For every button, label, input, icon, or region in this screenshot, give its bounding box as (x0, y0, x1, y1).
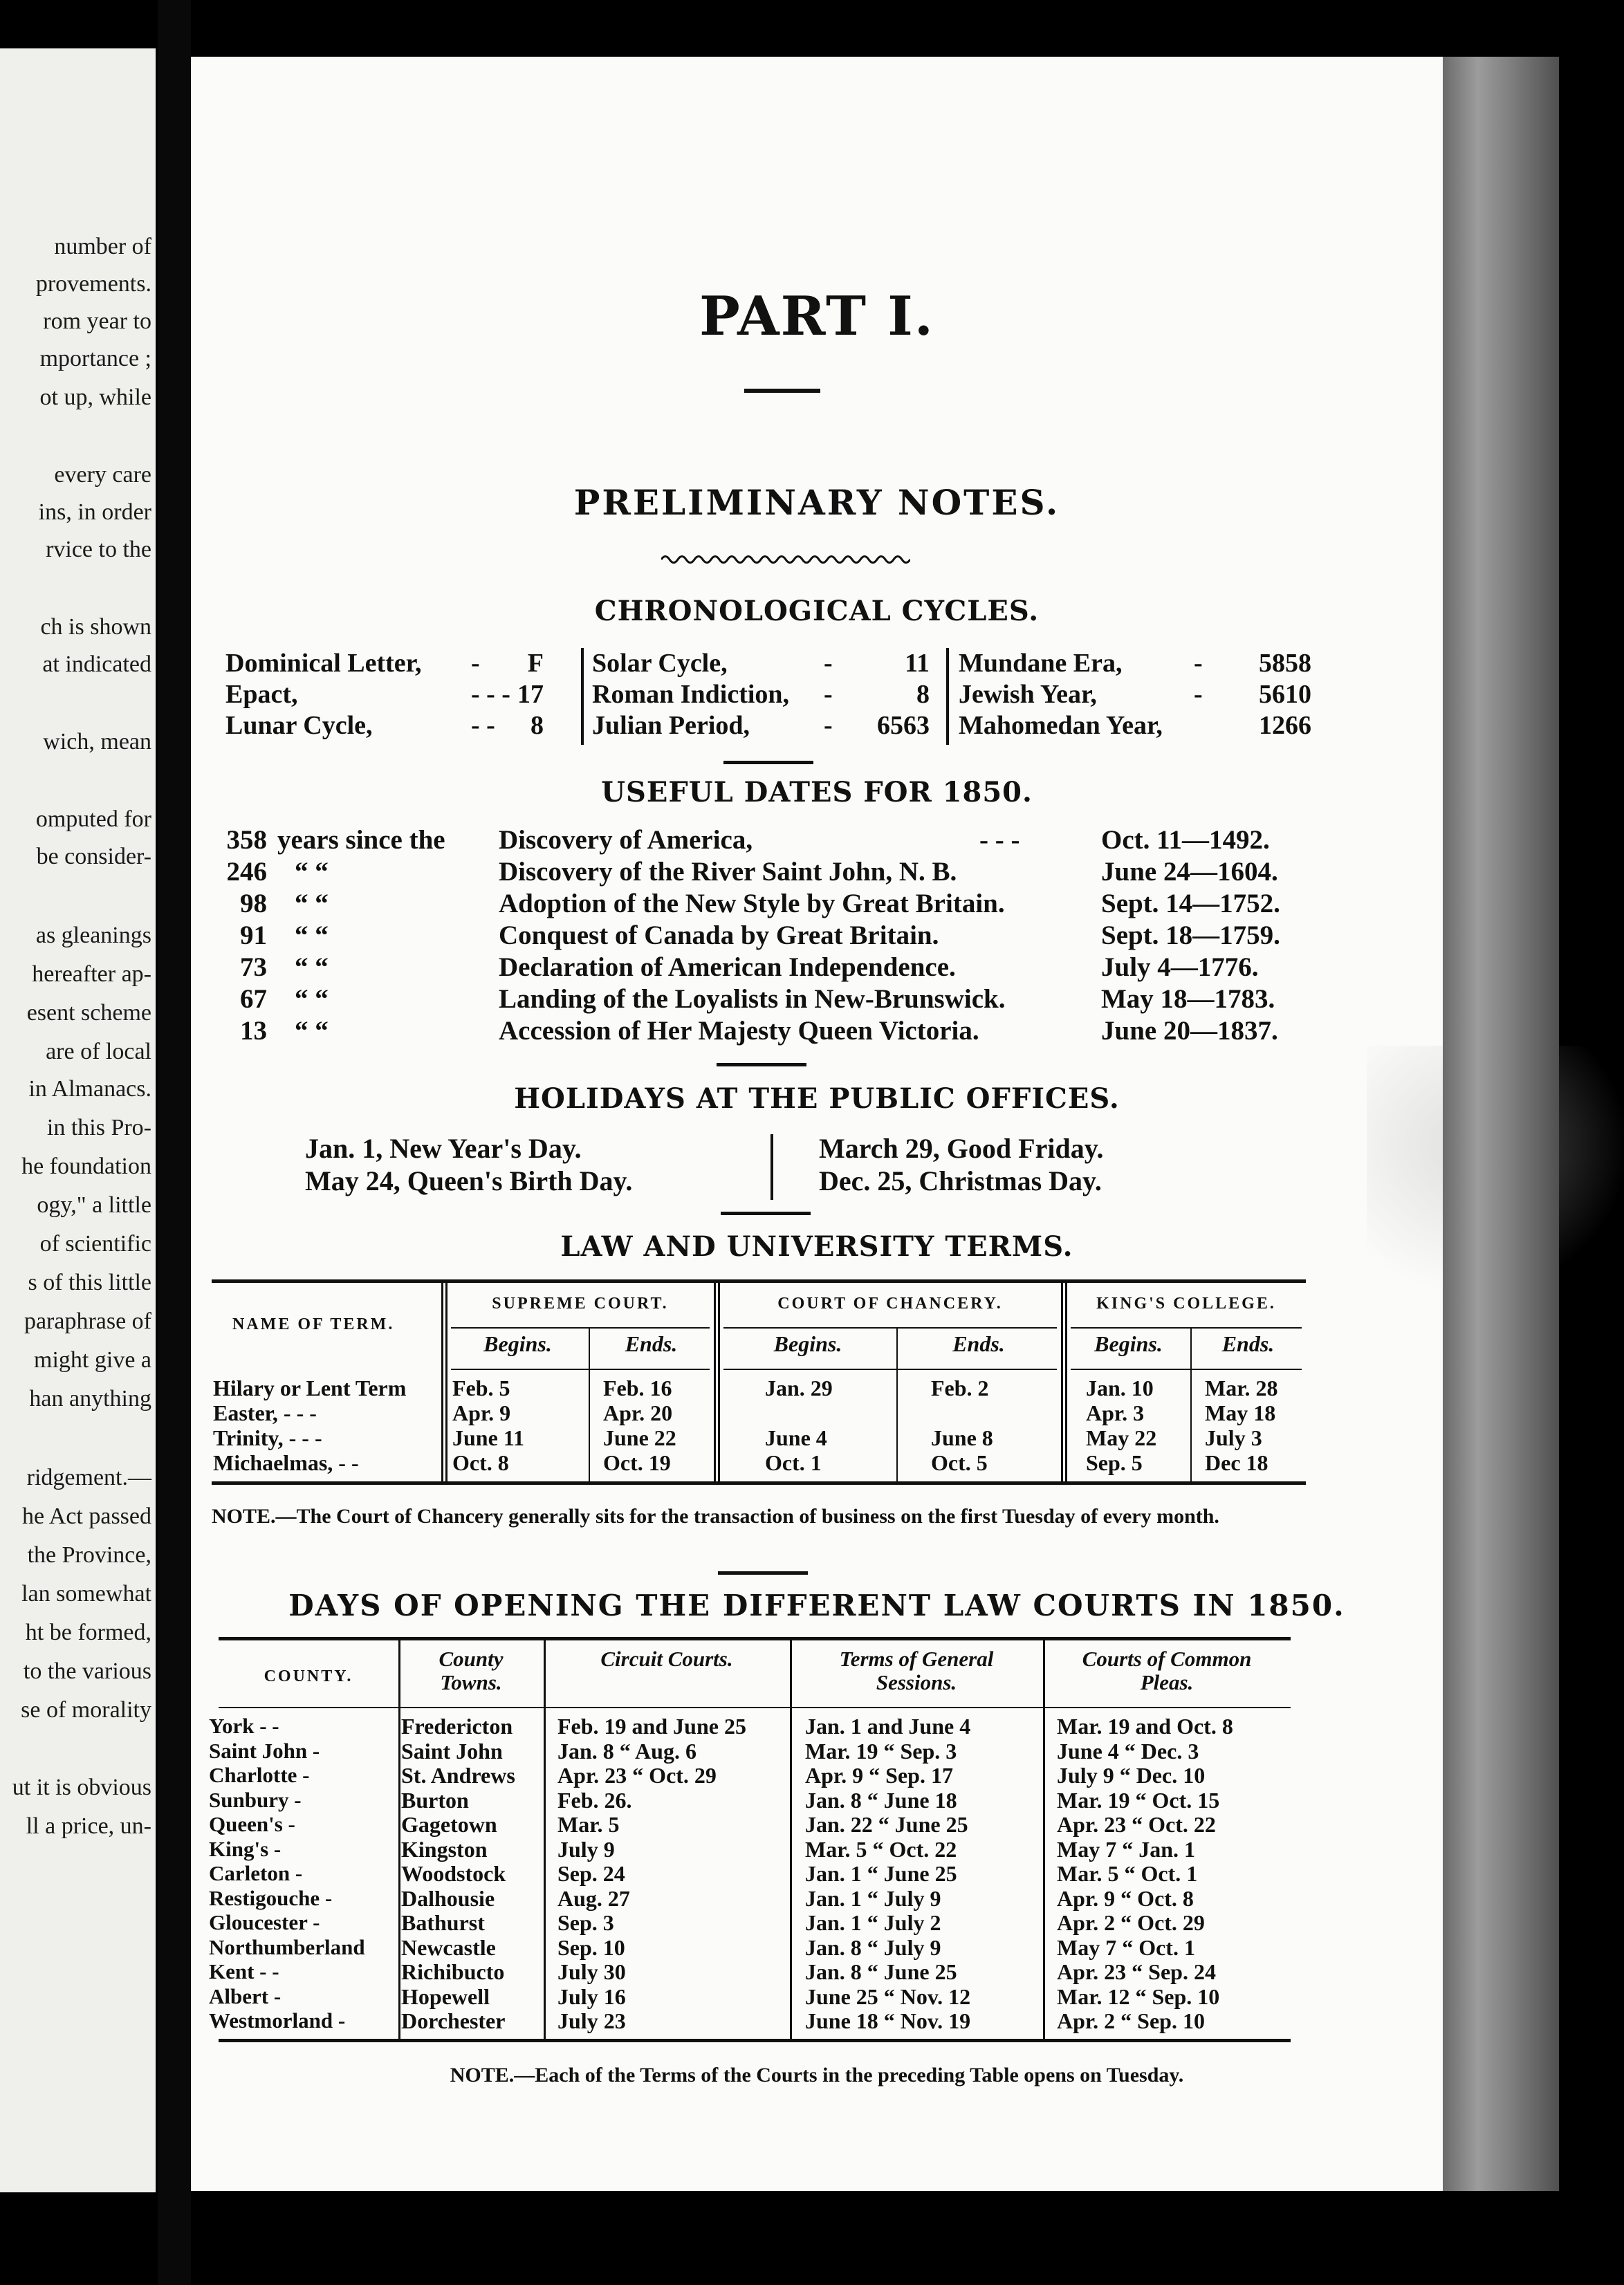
ends-header: Ends. (1221, 1331, 1275, 1356)
term-date: Oct. 5 (931, 1450, 988, 1475)
court-date: St. Andrews (401, 1763, 515, 1788)
left-page-line: esent scheme (26, 1000, 151, 1026)
term-date: July 3 (1205, 1425, 1262, 1450)
holiday-right-1: March 29, Good Friday. (819, 1133, 1104, 1164)
term-date: Sep. 5 (1086, 1450, 1143, 1475)
table-rule (723, 1327, 1057, 1329)
begins-header: Begins. (483, 1331, 552, 1356)
table-divider (1043, 1637, 1045, 2039)
left-page-line: ll a price, un- (26, 1813, 151, 1839)
table-divider (714, 1279, 716, 1481)
cycle-dash: - - (471, 711, 495, 740)
left-page-line: at indicated (42, 651, 151, 677)
court-date: Jan. 1 “ July 2 (805, 1910, 941, 1935)
left-page-line: of scientific (39, 1231, 151, 1257)
court-date: Jan. 8 “ July 9 (805, 1934, 941, 1960)
preliminary-notes-heading: PRELIMINARY NOTES. (573, 482, 1060, 523)
date-event: Conquest of Canada by Great Britain. (499, 921, 939, 950)
date-since: years since the (277, 825, 445, 855)
court-date: Burton (401, 1787, 469, 1813)
wavy-ornament (661, 553, 910, 566)
term-date: June 11 (452, 1425, 525, 1450)
cycle-value: 8 (916, 680, 930, 709)
begins-header: Begins. (773, 1331, 842, 1356)
court-date: July 9 (557, 1836, 615, 1862)
divider-rule (721, 1212, 811, 1215)
court-date: Jan. 1 “ June 25 (805, 1861, 957, 1886)
cycle-label: Epact, (225, 680, 298, 709)
term-date: Oct. 8 (452, 1450, 509, 1475)
cycle-label: Roman Indiction, (592, 680, 790, 709)
left-page-line: ridgement.— (26, 1465, 151, 1490)
left-page-line: ogy," a little (37, 1192, 151, 1218)
court-date: Apr. 23 “ Oct. 29 (557, 1763, 717, 1788)
left-page-line: might give a (34, 1347, 151, 1373)
court-date: July 16 (557, 1983, 626, 2009)
date-years: 67 (240, 984, 267, 1014)
main-page (191, 57, 1443, 2191)
date-years: 13 (240, 1016, 267, 1046)
court-date: June 4 “ Dec. 3 (1057, 1738, 1199, 1764)
cycle-value: 5858 (1259, 649, 1311, 678)
date-since: “ “ (295, 921, 329, 950)
date-event: Discovery of the River Saint John, N. B. (499, 857, 957, 887)
cycle-value: 5610 (1259, 680, 1311, 709)
book-gutter (158, 0, 191, 2285)
table-divider (1061, 1279, 1063, 1481)
begins-header: Begins. (1094, 1331, 1163, 1356)
court-date: Apr. 2 “ Oct. 29 (1057, 1910, 1205, 1935)
date-years: 91 (240, 921, 267, 950)
left-page-line: se of morality (21, 1697, 151, 1723)
page-edge (1443, 57, 1559, 2191)
cycle-dash: - - - (471, 680, 510, 709)
court-date: Mar. 19 “ Sep. 3 (805, 1738, 957, 1764)
left-page-line: he foundation (21, 1154, 151, 1179)
date-year: May 18—1783. (1101, 984, 1275, 1014)
term-date: Feb. 5 (452, 1376, 510, 1400)
county-name: King's - (209, 1836, 282, 1861)
left-page-line: wich, mean (43, 729, 151, 755)
left-page-line: rom year to (43, 308, 151, 334)
term-date: Jan. 10 (1086, 1376, 1154, 1400)
county-name: Queen's - (209, 1812, 295, 1836)
term-date: Mar. 28 (1205, 1376, 1278, 1400)
cycle-dash: - (471, 649, 480, 678)
court-date: July 23 (557, 2008, 626, 2033)
date-year: Sept. 18—1759. (1101, 921, 1280, 950)
term-date: May 22 (1086, 1425, 1157, 1450)
term-name: Easter, - - - (213, 1400, 317, 1425)
left-page-line: omputed for (35, 806, 151, 832)
court-date: Dorchester (401, 2008, 506, 2033)
courts-column-header: Terms of General Sessions. (839, 1647, 994, 1694)
date-since: “ “ (295, 952, 329, 982)
holiday-right-2: Dec. 25, Christmas Day. (819, 1165, 1102, 1196)
cycle-dash: - (1194, 680, 1203, 709)
term-date: Dec 18 (1205, 1450, 1268, 1475)
date-years: 73 (240, 952, 267, 982)
date-event: Discovery of America, (499, 825, 753, 855)
court-date: Apr. 2 “ Sep. 10 (1057, 2008, 1205, 2033)
term-name: Hilary or Lent Term (213, 1376, 407, 1400)
court-date: Richibucto (401, 1959, 505, 1984)
cycle-dash: - (824, 680, 833, 709)
date-years: 246 (226, 857, 267, 887)
term-date: Apr. 20 (603, 1400, 673, 1425)
date-since: “ “ (295, 984, 329, 1014)
court-date: Sep. 24 (557, 1861, 625, 1886)
court-date: Mar. 19 and Oct. 8 (1057, 1714, 1233, 1739)
cycle-dash: - (1194, 649, 1203, 678)
law-terms-heading: LAW AND UNIVERSITY TERMS. (560, 1230, 1073, 1263)
court-date: Apr. 23 “ Oct. 22 (1057, 1812, 1216, 1837)
cycle-value: 6563 (877, 711, 930, 740)
court-date: July 9 “ Dec. 10 (1057, 1763, 1206, 1788)
court-date: Mar. 5 (557, 1812, 620, 1837)
left-page-line: paraphrase of (24, 1308, 151, 1334)
term-date: June 4 (765, 1425, 827, 1450)
court-date: Woodstock (401, 1861, 506, 1886)
left-page-line: ot up, while (39, 385, 151, 410)
left-page-line: rvice to the (46, 537, 151, 562)
court-date: Sep. 3 (557, 1910, 614, 1935)
left-page-line: to the various (23, 1658, 151, 1684)
courts-note: NOTE.—Each of the Terms of the Courts in the preceding Table opens on Tuesday. (450, 2064, 1184, 2087)
court-date: Sep. 10 (557, 1934, 625, 1960)
date-since: “ “ (295, 857, 329, 887)
divider-rule (723, 761, 813, 764)
cycle-value: 1266 (1259, 711, 1311, 740)
date-year: June 20—1837. (1101, 1016, 1278, 1046)
date-year: June 24—1604. (1101, 857, 1278, 887)
term-date: Jan. 29 (765, 1376, 833, 1400)
left-page-line: in this Pro- (46, 1115, 151, 1140)
left-page-line: ht be formed, (25, 1620, 151, 1645)
court-date: Hopewell (401, 1983, 490, 2009)
county-name: Saint John - (209, 1738, 320, 1763)
table-rule (723, 1369, 1057, 1370)
law-terms-note: NOTE.—The Court of Chancery generally sits for the transaction of business on the first Tuesday of every month. (212, 1505, 1219, 1528)
table-rule (212, 1481, 1306, 1485)
court-date: Newcastle (401, 1934, 496, 1960)
left-page-line: the Province, (27, 1542, 151, 1568)
holiday-left-1: Jan. 1, New Year's Day. (305, 1133, 582, 1164)
county-name: Westmorland - (209, 2008, 346, 2033)
date-since: “ “ (295, 1016, 329, 1046)
courts-column-header: COUNTY. (264, 1667, 353, 1685)
column-divider (581, 648, 584, 745)
cycle-label: Solar Cycle, (592, 649, 728, 678)
ends-header: Ends. (625, 1331, 678, 1356)
table-divider (790, 1637, 792, 2039)
table-divider (441, 1279, 443, 1481)
county-name: Kent - - (209, 1959, 279, 1983)
term-date: Apr. 3 (1086, 1400, 1145, 1425)
divider-rule (718, 1571, 808, 1575)
date-event: Landing of the Loyalists in New-Brunswick. (499, 984, 1006, 1014)
county-name: York - - (209, 1714, 279, 1738)
table-rule (1071, 1369, 1302, 1370)
cycle-value: 17 (517, 680, 544, 709)
cycle-value: 11 (905, 649, 930, 678)
left-page-line: s of this little (28, 1270, 151, 1295)
left-page-line: he Act passed (22, 1504, 151, 1529)
left-page-line: number of (54, 234, 151, 259)
courts-column-header: County Towns. (439, 1647, 504, 1694)
table-divider (544, 1637, 546, 2039)
courts-column-header: Circuit Courts. (600, 1647, 733, 1671)
divider-rule (744, 389, 820, 393)
court-date: Apr. 9 “ Oct. 8 (1057, 1885, 1194, 1911)
table-rule (451, 1369, 710, 1370)
date-years: 98 (240, 889, 267, 918)
cycle-dash: - (824, 649, 833, 678)
left-page-line: mportance ; (39, 346, 151, 371)
date-years: 358 (226, 825, 267, 855)
court-date: Bathurst (401, 1910, 485, 1935)
table-rule (451, 1327, 710, 1329)
table-rule (219, 2039, 1291, 2042)
court-date: Aug. 27 (557, 1885, 630, 1911)
court-date: Saint John (401, 1738, 503, 1764)
left-page-line: ins, in order (38, 499, 151, 525)
left-page-line: in Almanacs. (28, 1076, 151, 1102)
cycle-value: F (527, 649, 544, 678)
court-date: Mar. 5 “ Oct. 22 (805, 1836, 957, 1862)
court-date: Jan. 8 “ Aug. 6 (557, 1738, 696, 1764)
court-date: Mar. 5 “ Oct. 1 (1057, 1861, 1198, 1886)
left-page-line: provements. (35, 271, 151, 297)
court-date: Fredericton (401, 1714, 513, 1739)
date-event: Adoption of the New Style by Great Britain. (499, 889, 1005, 918)
term-date: Apr. 9 (452, 1400, 511, 1425)
county-name: Charlotte - (209, 1763, 310, 1787)
court-date: Jan. 8 “ June 18 (805, 1787, 957, 1813)
term-group-header: SUPREME COURT. (492, 1295, 669, 1313)
term-group-header: KING'S COLLEGE. (1096, 1295, 1276, 1313)
court-date: Gagetown (401, 1812, 497, 1837)
column-divider (946, 648, 949, 745)
court-date: Jan. 1 and June 4 (805, 1714, 971, 1739)
term-date: Feb. 16 (603, 1376, 672, 1400)
date-since: “ “ (295, 889, 329, 918)
court-date: Mar. 12 “ Sep. 10 (1057, 1983, 1220, 2009)
table-rule (219, 1707, 1291, 1708)
term-group-header: COURT OF CHANCERY. (777, 1295, 1003, 1313)
table-rule (212, 1279, 1306, 1283)
court-date: Apr. 23 “ Sep. 24 (1057, 1959, 1216, 1984)
county-name: Northumberland (209, 1934, 365, 1959)
county-name: Sunbury - (209, 1787, 302, 1812)
county-name: Restigouche - (209, 1885, 333, 1910)
court-date: Feb. 19 and June 25 (557, 1714, 746, 1739)
term-name: Trinity, - - - (213, 1425, 322, 1450)
court-date: Apr. 9 “ Sep. 17 (805, 1763, 953, 1788)
date-year: July 4—1776. (1101, 952, 1259, 982)
table-rule (1071, 1327, 1302, 1329)
court-date: June 18 “ Nov. 19 (805, 2008, 971, 2033)
court-date: June 25 “ Nov. 12 (805, 1983, 971, 2009)
court-date: Jan. 1 “ July 9 (805, 1885, 941, 1911)
term-name: Michaelmas, - - (213, 1450, 359, 1475)
court-date: Jan. 8 “ June 25 (805, 1959, 957, 1984)
left-page-line: han anything (29, 1386, 151, 1412)
county-name: Albert - (209, 1983, 282, 2008)
court-date: Jan. 22 “ June 25 (805, 1812, 968, 1837)
county-name: Carleton - (209, 1861, 303, 1885)
courts-heading: DAYS OF OPENING THE DIFFERENT LAW COURTS IN 1850. (288, 1589, 1345, 1622)
left-page-line: ch is shown (40, 614, 151, 640)
holidays-heading: HOLIDAYS AT THE PUBLIC OFFICES. (514, 1082, 1120, 1115)
holiday-divider (771, 1134, 773, 1200)
courts-column-header: Courts of Common Pleas. (1082, 1647, 1252, 1694)
cycle-label: Julian Period, (592, 711, 750, 740)
ends-header: Ends. (952, 1331, 1005, 1356)
date-year: Sept. 14—1752. (1101, 889, 1280, 918)
left-page-line: lan somewhat (21, 1581, 151, 1607)
term-date: May 18 (1205, 1400, 1276, 1425)
term-date: June 22 (603, 1425, 676, 1450)
chronological-heading: CHRONOLOGICAL CYCLES. (594, 595, 1040, 627)
date-dash: - - - (979, 825, 1020, 855)
term-date: June 8 (931, 1425, 993, 1450)
county-name: Gloucester - (209, 1910, 320, 1934)
court-date: Dalhousie (401, 1885, 495, 1911)
left-page-line: as gleanings (35, 923, 151, 948)
table-rule (219, 1637, 1291, 1640)
holiday-left-2: May 24, Queen's Birth Day. (305, 1165, 633, 1196)
cycle-label: Mundane Era, (959, 649, 1123, 678)
left-page-line: ut it is obvious (12, 1775, 151, 1800)
court-date: July 30 (557, 1959, 626, 1984)
court-date: Feb. 26. (557, 1787, 632, 1813)
left-page-line: every care (54, 462, 151, 488)
cycle-dash: - (824, 711, 833, 740)
left-page-line: be consider- (36, 844, 151, 869)
cycle-label: Jewish Year, (959, 680, 1097, 709)
court-date: Kingston (401, 1836, 488, 1862)
court-date: May 7 “ Jan. 1 (1057, 1836, 1195, 1862)
court-date: May 7 “ Oct. 1 (1057, 1934, 1195, 1960)
date-year: Oct. 11—1492. (1101, 825, 1270, 855)
left-page-fragment (0, 48, 156, 2192)
cycle-label: Dominical Letter, (225, 649, 422, 678)
useful-dates-heading: USEFUL DATES FOR 1850. (601, 776, 1033, 808)
left-page-line: are of local (46, 1039, 151, 1064)
date-event: Declaration of American Independence. (499, 952, 956, 982)
divider-rule (717, 1063, 806, 1066)
cycle-value: 8 (530, 711, 544, 740)
date-event: Accession of Her Majesty Queen Victoria. (499, 1016, 979, 1046)
name-of-term-header: NAME OF TERM. (232, 1315, 395, 1333)
cycle-label: Lunar Cycle, (225, 711, 373, 740)
table-divider (398, 1637, 400, 2039)
term-date: Feb. 2 (931, 1376, 989, 1400)
left-page-line: hereafter ap- (32, 961, 151, 987)
part-title: PART I. (699, 285, 934, 348)
cycle-label: Mahomedan Year, (959, 711, 1163, 740)
term-date: Oct. 1 (765, 1450, 822, 1475)
term-date: Oct. 19 (603, 1450, 671, 1475)
court-date: Mar. 19 “ Oct. 15 (1057, 1787, 1220, 1813)
